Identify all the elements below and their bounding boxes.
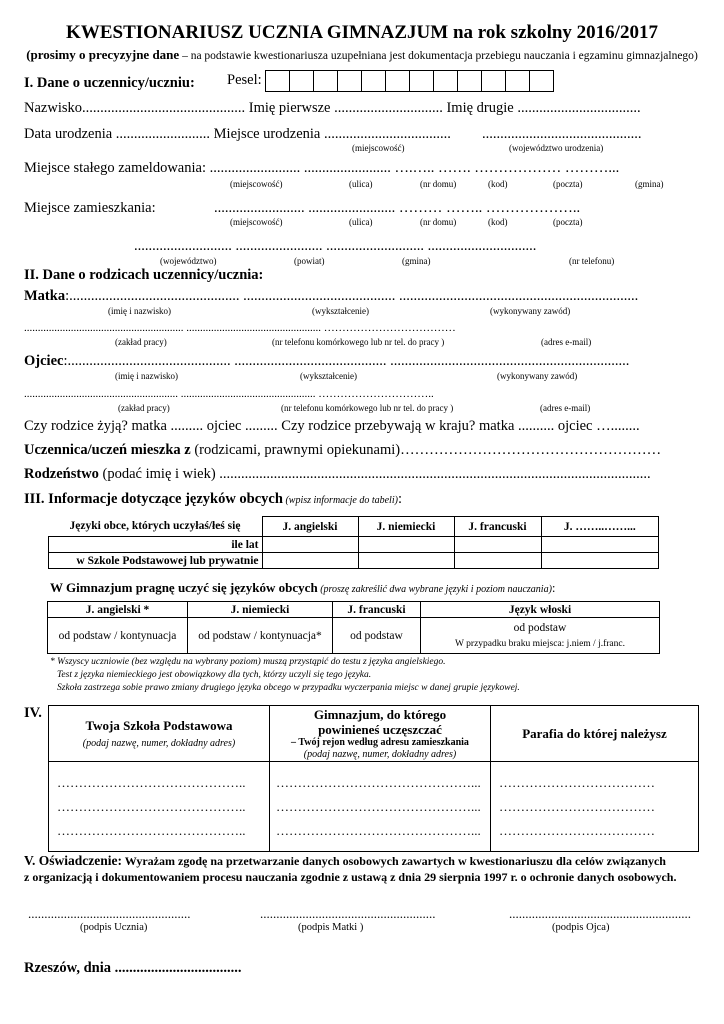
subtitle-close: ) (693, 50, 698, 62)
table-cell[interactable] (454, 553, 541, 569)
dots-line[interactable]: ………………………………………... (276, 774, 481, 790)
caption-wojewodztwo: (województwo urodzenia) (509, 143, 604, 153)
table-header (270, 706, 491, 762)
caption-house-no: (nr domu) (420, 179, 457, 189)
table-header: J. francuski (454, 517, 541, 537)
dots-line[interactable]: ……………………………… (499, 822, 655, 838)
languages-learned-table (48, 516, 659, 569)
father-dots[interactable]: :............................................. .......................................... .................................................................. (63, 353, 630, 369)
italian-level-text: od podstaw (513, 621, 567, 634)
pesel-digit[interactable] (338, 70, 362, 92)
caption-name: (imię i nazwisko) (108, 306, 171, 316)
parish-cell[interactable] (491, 762, 699, 852)
gymnasium-languages-heading (50, 580, 556, 596)
caption-email: (adres e-mail) (540, 403, 591, 413)
caption-workplace: (zakład pracy) (118, 403, 170, 413)
language-note-2: Test z języka niemieckiego jest obowiązkowy dla tych, którzy uczyli się tego języka. (57, 670, 372, 680)
table-header: Języki obce, których uczyłaś/łeś się (49, 517, 263, 537)
table-header (49, 706, 270, 762)
dots-line[interactable]: ……………………………… (499, 774, 655, 790)
caption-city: (miejscowość) (230, 179, 283, 189)
dots-line[interactable]: …………………………………….. (57, 774, 246, 790)
lives-with-label: Uczennica/uczeń mieszka z (24, 442, 191, 458)
gym-lang-bold: W Gimnazjum pragnę uczyć się języków obcych (50, 580, 318, 595)
caption-email: (adres e-mail) (541, 337, 592, 347)
table-header-row (49, 517, 659, 537)
pesel-digit[interactable] (386, 70, 410, 92)
schools-table (48, 705, 699, 852)
table-cell[interactable] (541, 553, 659, 569)
mother-label: Matka (24, 288, 66, 304)
signature-student-line[interactable]: .................................................. (28, 906, 191, 921)
signature-student-label: (podpis Ucznia) (80, 922, 148, 933)
caption-post: (poczta) (553, 217, 583, 227)
dots-line[interactable]: …………………………………….. (57, 798, 246, 814)
district-gymnasium-cell[interactable] (270, 762, 491, 852)
signature-mother-label: (podpis Matki ) (298, 922, 364, 933)
siblings-label: Rodzeństwo (24, 466, 99, 482)
row-label: ile lat (49, 537, 263, 553)
caption-occupation: (wykonywany zawód) (490, 306, 571, 316)
lives-with-line[interactable] (24, 442, 661, 459)
father-work-line[interactable]: ........................................................ ................................................. ………………………….. (24, 388, 434, 400)
caption-street: (ulica) (349, 217, 373, 227)
birth-line[interactable]: Data urodzenia .......................... Miejsce urodzenia ................................... (24, 126, 451, 142)
table-header: Parafia do której należysz (491, 706, 699, 762)
siblings-line[interactable] (24, 466, 651, 483)
registered-address-line[interactable]: Miejsce stałego zameldowania: ......................... ........................ ….….. ……. ……………… ………... (24, 160, 620, 176)
residence-label: Miejsce zamieszkania: (24, 200, 156, 216)
caption-voivodeship: (województwo) (160, 256, 217, 266)
section-3-colon: : (397, 491, 402, 507)
caption-post: (poczta) (553, 179, 583, 189)
mother-work-line[interactable]: .......................................................... ................................................. ……………………………… (24, 322, 456, 334)
pesel-digit[interactable] (506, 70, 530, 92)
siblings-dots[interactable]: (podać imię i wiek) ....................................................................................................................... (98, 466, 651, 482)
pesel-digit[interactable] (530, 70, 554, 92)
gymnasium-languages-table (47, 601, 660, 654)
pesel-digit[interactable] (482, 70, 506, 92)
section-3-note: (wpisz informacje do tabeli) (282, 495, 398, 506)
col-subtitle: – Twój rejon według adresu zamieszkania (291, 736, 469, 748)
french-level-option[interactable]: od podstaw (333, 618, 421, 654)
consent-text-1: Wyrażam zgodę na przetwarzanie danych osobowych zawartych w kwestionariuszu dla celów związanych (122, 854, 666, 868)
caption-occupation: (wykonywany zawód) (497, 371, 578, 381)
pesel-digit[interactable] (434, 70, 458, 92)
caption-commune: (gmina) (402, 256, 431, 266)
col-note: (podaj nazwę, numer, dokładny adres) (303, 748, 457, 760)
language-note-3: Szkoła zastrzega sobie prawo zmiany drugiego języka obcego w przypadku wyczerpania miejsc w danej grupie językowej. (57, 683, 520, 693)
primary-school-cell[interactable] (49, 762, 270, 852)
pesel-digit[interactable] (290, 70, 314, 92)
signature-father-line[interactable]: ........................................................ (509, 906, 691, 921)
table-cell[interactable] (262, 537, 358, 553)
table-row (49, 762, 699, 852)
table-header: J. angielski (262, 517, 358, 537)
caption-name: (imię i nazwisko) (115, 371, 178, 381)
section-2-title: II. Dane o rodzicach uczennicy/ucznia: (24, 267, 264, 283)
table-row (48, 618, 660, 654)
italian-level-option[interactable] (421, 618, 660, 654)
table-cell[interactable] (358, 553, 454, 569)
caption-street: (ulica) (349, 179, 373, 189)
col-note: (podaj nazwę, numer, dokładny adres) (82, 738, 236, 749)
father-label: Ojciec (24, 353, 64, 369)
section-5-label: V. Oświadczenie: (24, 853, 122, 868)
lives-with-dots[interactable]: (rodzicami, prawnymi opiekunami)……………………………………………… (190, 442, 662, 458)
row-label: w Szkole Podstawowej lub prywatnie (49, 553, 263, 569)
table-cell[interactable] (358, 537, 454, 553)
pesel-digit[interactable] (265, 70, 290, 92)
pesel-label: Pesel: (227, 72, 262, 88)
gym-lang-colon: : (551, 580, 556, 595)
subtitle-text: – na podstawie kwestionariusza uzupełniana jest dokumentacja przebiegu nauczania i egzaminu gimnazjalnego (179, 50, 694, 62)
dots-line[interactable]: …………………………………….. (57, 822, 246, 838)
consent-line-2: z organizacją i dokumentowaniem procesu nauczania zgodnie z ustawą z dnia 29 sierpnia 1997 r. o ochronie danych osobowych. (24, 870, 677, 884)
german-level-option[interactable]: od podstaw / kontynuacja* (188, 618, 333, 654)
dots-line[interactable]: ……………………………… (499, 798, 655, 814)
form-title: KWESTIONARIUSZ UCZNIA GIMNAZJUM na rok szkolny 2016/2017 (66, 22, 658, 43)
dots-line[interactable]: ………………………………………... (276, 822, 481, 838)
table-row (49, 553, 659, 569)
table-row (49, 537, 659, 553)
mother-line[interactable] (24, 288, 638, 305)
pesel-digit[interactable] (362, 70, 386, 92)
region-line[interactable]: ........................... ........................ ........................... .............................. (134, 238, 537, 254)
caption-county: (powiat) (294, 256, 325, 266)
italian-fallback-note: W przypadku braku miejsca: j.niem / j.franc. (455, 638, 625, 649)
table-header-row (49, 706, 699, 762)
section-1-title: I. Dane o uczennicy/uczniu: (24, 75, 195, 91)
subtitle-bold: (prosimy o precyzyjne dane (26, 47, 180, 62)
mother-dots[interactable]: :............................................... .......................................... .................................................................. (65, 288, 639, 304)
caption-house-no: (nr domu) (420, 217, 457, 227)
table-header: J. francuski (333, 602, 421, 618)
table-header: J. niemiecki (358, 517, 454, 537)
col-title: Twoja Szkoła Podstawowa (85, 718, 233, 733)
caption-postcode: (kod) (488, 217, 508, 227)
caption-work-phone: (nr telefonu komórkowego lub nr tel. do pracy ) (272, 337, 445, 347)
language-note-1: * Wszyscy uczniowie (bez względu na wybrany poziom) muszą przystąpić do testu z języka angielskiego. (50, 657, 446, 667)
pesel-digit[interactable] (410, 70, 434, 92)
caption-commune: (gmina) (635, 179, 664, 189)
table-cell[interactable] (454, 537, 541, 553)
caption-work-phone: (nr telefonu komórkowego lub nr tel. do pracy ) (281, 403, 454, 413)
dots-line[interactable]: ………………………………………... (276, 798, 481, 814)
residence-line[interactable]: ......................... ........................ ……… …….. ……………….. (214, 200, 581, 216)
caption-education: (wykształcenie) (300, 371, 357, 381)
pesel-digit[interactable] (314, 70, 338, 92)
col-title: Gimnazjum, do którego powinieneś uczęszczać (313, 706, 447, 737)
form-subtitle (0, 47, 724, 63)
caption-education: (wykształcenie) (312, 306, 369, 316)
father-line[interactable] (24, 353, 629, 370)
caption-city: (miejscowość) (230, 217, 283, 227)
table-header: J. ……..……... (541, 517, 659, 537)
table-header: J. niemiecki (188, 602, 333, 618)
section-3-title-text: III. Informacje dotyczące języków obcych (24, 491, 283, 507)
pesel-boxes[interactable] (265, 70, 554, 92)
table-cell[interactable] (541, 537, 659, 553)
place-date-line[interactable]: Rzeszów, dnia ................................... (24, 960, 242, 976)
birth-region-line[interactable]: ............................................ (482, 126, 642, 142)
table-header: J. angielski * (48, 602, 188, 618)
caption-miejscowosc: (miejscowość) (352, 143, 405, 153)
signature-mother-line[interactable]: ...................................................... (260, 906, 436, 921)
names-line[interactable]: Nazwisko............................................. Imię pierwsze .............................. Imię drugie .................................. (24, 100, 641, 116)
caption-postcode: (kod) (488, 179, 508, 189)
table-header-row (48, 602, 660, 618)
consent-line-1 (24, 853, 666, 869)
gym-lang-note: (proszę zakreślić dwa wybrane języki i poziom nauczania) (317, 584, 552, 595)
parents-alive-line[interactable]: Czy rodzice żyją? matka ......... ojciec ......... Czy rodzice przebywają w kraju? matka .......... ojciec …........ (24, 418, 640, 434)
english-level-option[interactable]: od podstaw / kontynuacja (48, 618, 188, 654)
caption-phone: (nr telefonu) (569, 256, 615, 266)
signature-father-label: (podpis Ojca) (552, 922, 610, 933)
table-cell[interactable] (262, 553, 358, 569)
section-4-label: IV. (24, 705, 42, 721)
caption-workplace: (zakład pracy) (115, 337, 167, 347)
table-header: Język włoski (421, 602, 660, 618)
section-3-title (24, 491, 402, 508)
pesel-digit[interactable] (458, 70, 482, 92)
